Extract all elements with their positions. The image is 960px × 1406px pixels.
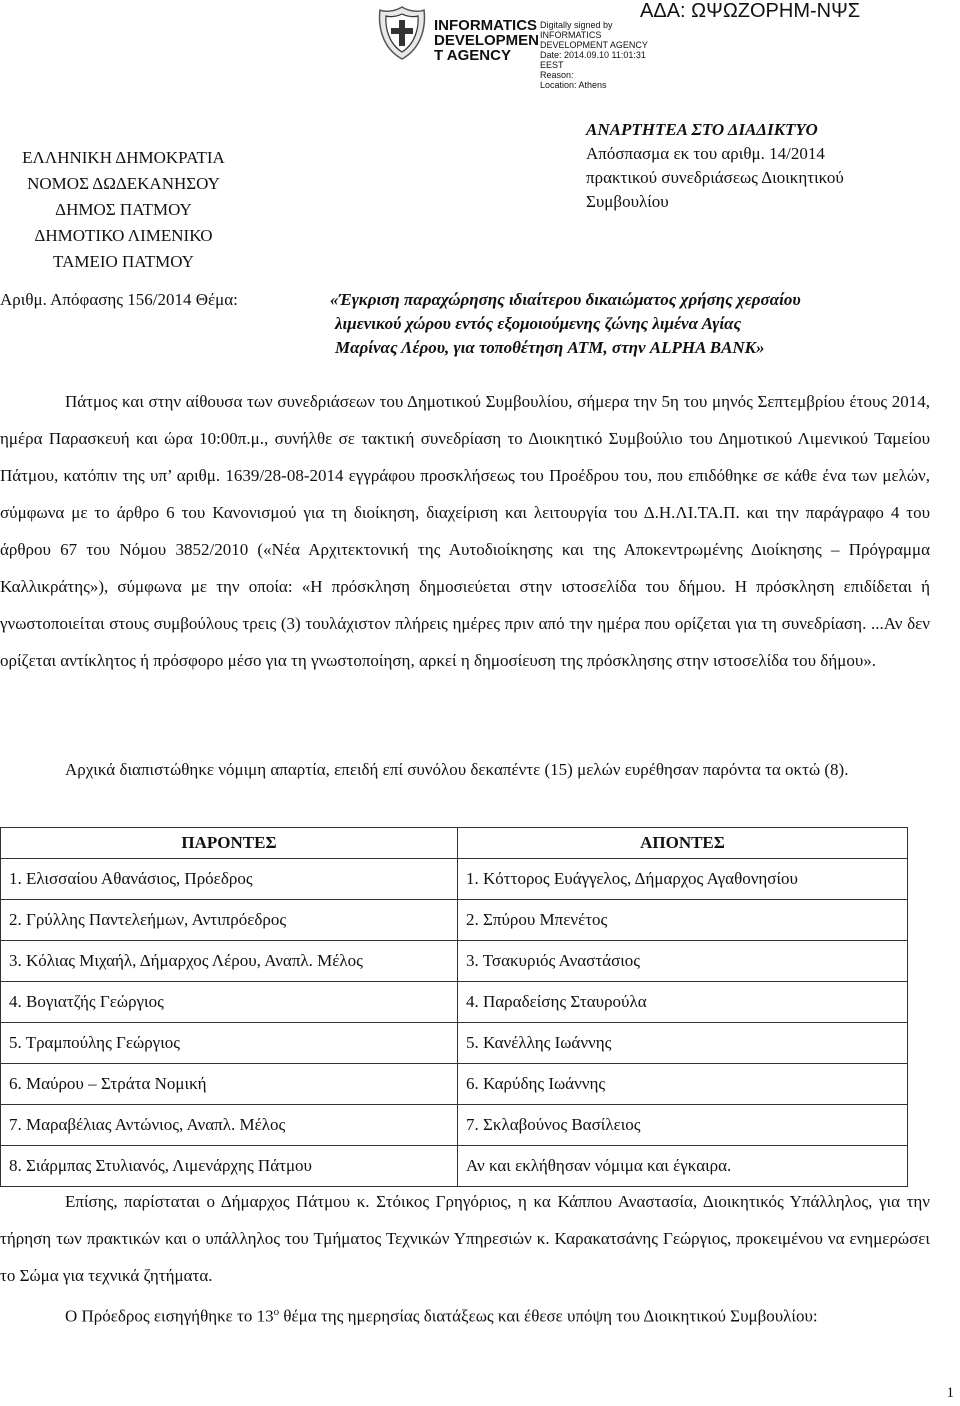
introduction-paragraph (0, 1294, 930, 1335)
absent-member: 1. Κόττορος Ευάγγελος, Δήμαρχος Αγαθονησίου (458, 859, 908, 900)
issuer-line: ΝΟΜΟΣ ΔΩΔΕΚΑΝΗΣΟΥ (27, 174, 220, 193)
issuer-line: ΤΑΜΕΙΟ ΠΑΤΜΟΥ (53, 252, 194, 271)
table-row (1, 1064, 908, 1105)
absent-member: 5. Κανέλλης Ιωάννης (458, 1023, 908, 1064)
issuer-line: ΔΗΜΟΤΙΚΟ ΛΙΜΕΝΙΚΟ (34, 226, 213, 245)
signature-detail-line: INFORMATICS (540, 30, 602, 40)
present-header: ΠΑΡΟΝΤΕΣ (1, 828, 458, 859)
signature-detail-line: Date: 2014.09.10 11:01:31 (540, 50, 646, 60)
subject-line: «Έγκριση παραχώρησης ιδιαίτερου δικαιώματος χρήσης χερσαίου (330, 290, 801, 309)
absent-member: 4. Παραδείσης Σταυρούλα (458, 982, 908, 1023)
absent-member: 6. Καρύδης Ιωάννης (458, 1064, 908, 1105)
extract-line: Συμβουλίου (586, 192, 669, 211)
attendees-text: Επίσης, παρίσταται ο Δήμαρχος Πάτμου κ. Στόικος Γρηγόριος, η κα Κάππου Αναστασία, Διοικητικός Υπάλληλος, για την τήρηση των πρακτικών και ο υπάλληλος του Τμήματος Τεχνικών Υπηρεσιών κ. Καρακατσάνης Γεώργιος, προκειμένου να ενημερώσει το Σώμα για τεχνικά ζητήματα. (0, 1192, 930, 1285)
signature-detail-line: EEST (540, 60, 564, 70)
subject-line: λιμενικού χώρου εντός εξομοιούμενης ζώνης λιμένα Αγίας (335, 314, 742, 333)
signer-name-line: T AGENCY (434, 47, 511, 64)
absent-member: 7. Σκλαβούνος Βασίλειος (458, 1105, 908, 1146)
quorum-paragraph (0, 751, 930, 788)
introduction-text-end: θέμα της ημερησίας διατάξεως και έθεσε υπόψη του Διοικητικού Συμβουλίου: (279, 1306, 818, 1326)
meeting-text: Πάτμος και στην αίθουσα των συνεδριάσεων του Δημοτικού Συμβουλίου, σήμερα την 5η του μηνός Σεπτεμβρίου έτους 2014, ημέρα Παρασκευή και ώρα 10:00π.μ., συνήλθε σε τακτική συνεδρίαση το Διοικητικό Συμβούλιο του Δημοτικού Λιμενικού Ταμείου Πάτμου, κατόπιν της υπ’ αριθμ. 1639/28-08-2014 εγγράφου προσκλήσεως του Προέδρου του, που επιδόθηκε σε κάθε ένα των μελών, σύμφωνα με το άρθρο 6 του Κανονισμού για τη διοίκηση, διαχείριση και λειτουργία του Δ.Η.ΛΙ.ΤΑ.Π. και την παράγραφο 4 του άρθρου 67 του Νόμου 3852/2010 («Νέα Αρχιτεκτονική της Αυτοδιοίκησης και της Αποκεντρωμένης Διοίκησης – Πρόγραμμα Καλλικράτης»), σύμφωνα με την οποία: «Η πρόσκληση δημοσιεύεται στην ιστοσελίδα του δήμου. Η πρόσκληση επιδίδεται ή γνωστοποιείται στους συμβούλους τρεις (3) τουλάχιστον πλήρεις ημέρες πριν από την ημέρα που ορίζεται για τη συνεδρίαση. ...Αν δεν ορίζεται αντίκλητος ή πρόσφορο μέσο για τη γνωστοποίηση, αρκεί η δημοσίευση της πρόσκλησης στην ιστοσελίδα του δήμου». (0, 392, 930, 670)
absent-member: 3. Τσακυριός Αναστάσιος (458, 941, 908, 982)
table-row (1, 859, 908, 900)
table-row (1, 941, 908, 982)
table-row (1, 1023, 908, 1064)
signature-detail-line: DEVELOPMENT AGENCY (540, 40, 648, 50)
signature-detail-line: Digitally signed by (540, 20, 613, 30)
extract-line: πρακτικού συνεδριάσεως Διοικητικού (586, 168, 844, 187)
table-row (1, 982, 908, 1023)
introduction-text-start: Ο Πρόεδρος εισηγήθηκε το 13 (65, 1306, 274, 1326)
absent-member: Αν και εκλήθησαν νόμιμα και έγκαιρα. (458, 1146, 908, 1187)
ada-code: ΑΔΑ: ΩΨΩΖΟΡΗΜ-ΝΨΣ (640, 0, 861, 22)
signature-detail-line: Reason: (540, 70, 574, 80)
issuer-header (0, 145, 247, 275)
present-member: 5. Τραμπούλης Γεώργιος (1, 1023, 458, 1064)
present-member: 4. Βογιατζής Γεώργιος (1, 982, 458, 1023)
attendees-paragraph (0, 1183, 930, 1294)
signature-detail-line: Location: Athens (540, 80, 607, 90)
present-member: 1. Ελισσαίου Αθανάσιος, Πρόεδρος (1, 859, 458, 900)
table-row (1, 900, 908, 941)
absent-header: ΑΠΟΝΤΕΣ (458, 828, 908, 859)
introduction-text (0, 1294, 930, 1335)
absent-member: 2. Σπύρου Μπενέτος (458, 900, 908, 941)
document-header (586, 118, 886, 214)
extract-line: Απόσπασμα εκ του αριθμ. 14/2014 (586, 144, 825, 163)
table-row (1, 1146, 908, 1187)
signature-details (540, 20, 648, 90)
present-member: 6. Μαύρου – Στράτα Νομική (1, 1064, 458, 1105)
present-member: 7. Μαραβέλιας Αντώνιος, Αναπλ. Μέλος (1, 1105, 458, 1146)
page-number: 1 (946, 1385, 954, 1401)
signer-name-line: INFORMATICS (434, 17, 538, 34)
meeting-paragraph (0, 383, 930, 679)
publication-note: ΑΝΑΡΤΗΤΕΑ ΣΤΟ ΔΙΑΔΙΚΤΥΟ (586, 120, 818, 139)
table-header-row (1, 828, 908, 859)
present-member: 8. Σιάρμπας Στυλιανός, Λιμενάρχης Πάτμου (1, 1146, 458, 1187)
present-member: 3. Κόλιας Μιχαήλ, Δήμαρχος Λέρου, Αναπλ. Μέλος (1, 941, 458, 982)
subject-line: Μαρίνας Λέρου, για τοποθέτηση ATM, στην ALPHA BANK» (335, 338, 765, 357)
quorum-text: Αρχικά διαπιστώθηκε νόμιμη απαρτία, επειδή επί συνόλου δεκαπέντε (15) μελών ευρέθησαν παρόντα τα οκτώ (8). (65, 760, 849, 779)
issuer-line: ΔΗΜΟΣ ΠΑΤΜΟΥ (55, 200, 192, 219)
decision-number-label: Αριθμ. Απόφασης 156/2014 Θέμα: (0, 290, 238, 309)
signer-name-line: DEVELOPMEN (434, 32, 540, 49)
issuer-line: ΕΛΛΗΝΙΚΗ ΔΗΜΟΚΡΑΤΙΑ (22, 148, 225, 167)
present-member: 2. Γρύλλης Παντελεήμων, Αντιπρόεδρος (1, 900, 458, 941)
table-row (1, 1105, 908, 1146)
coat-of-arms-seal (374, 4, 430, 62)
attendance-table (0, 827, 908, 1187)
signer-name (434, 18, 539, 63)
ordinal-suffix: ο (273, 1306, 280, 1318)
